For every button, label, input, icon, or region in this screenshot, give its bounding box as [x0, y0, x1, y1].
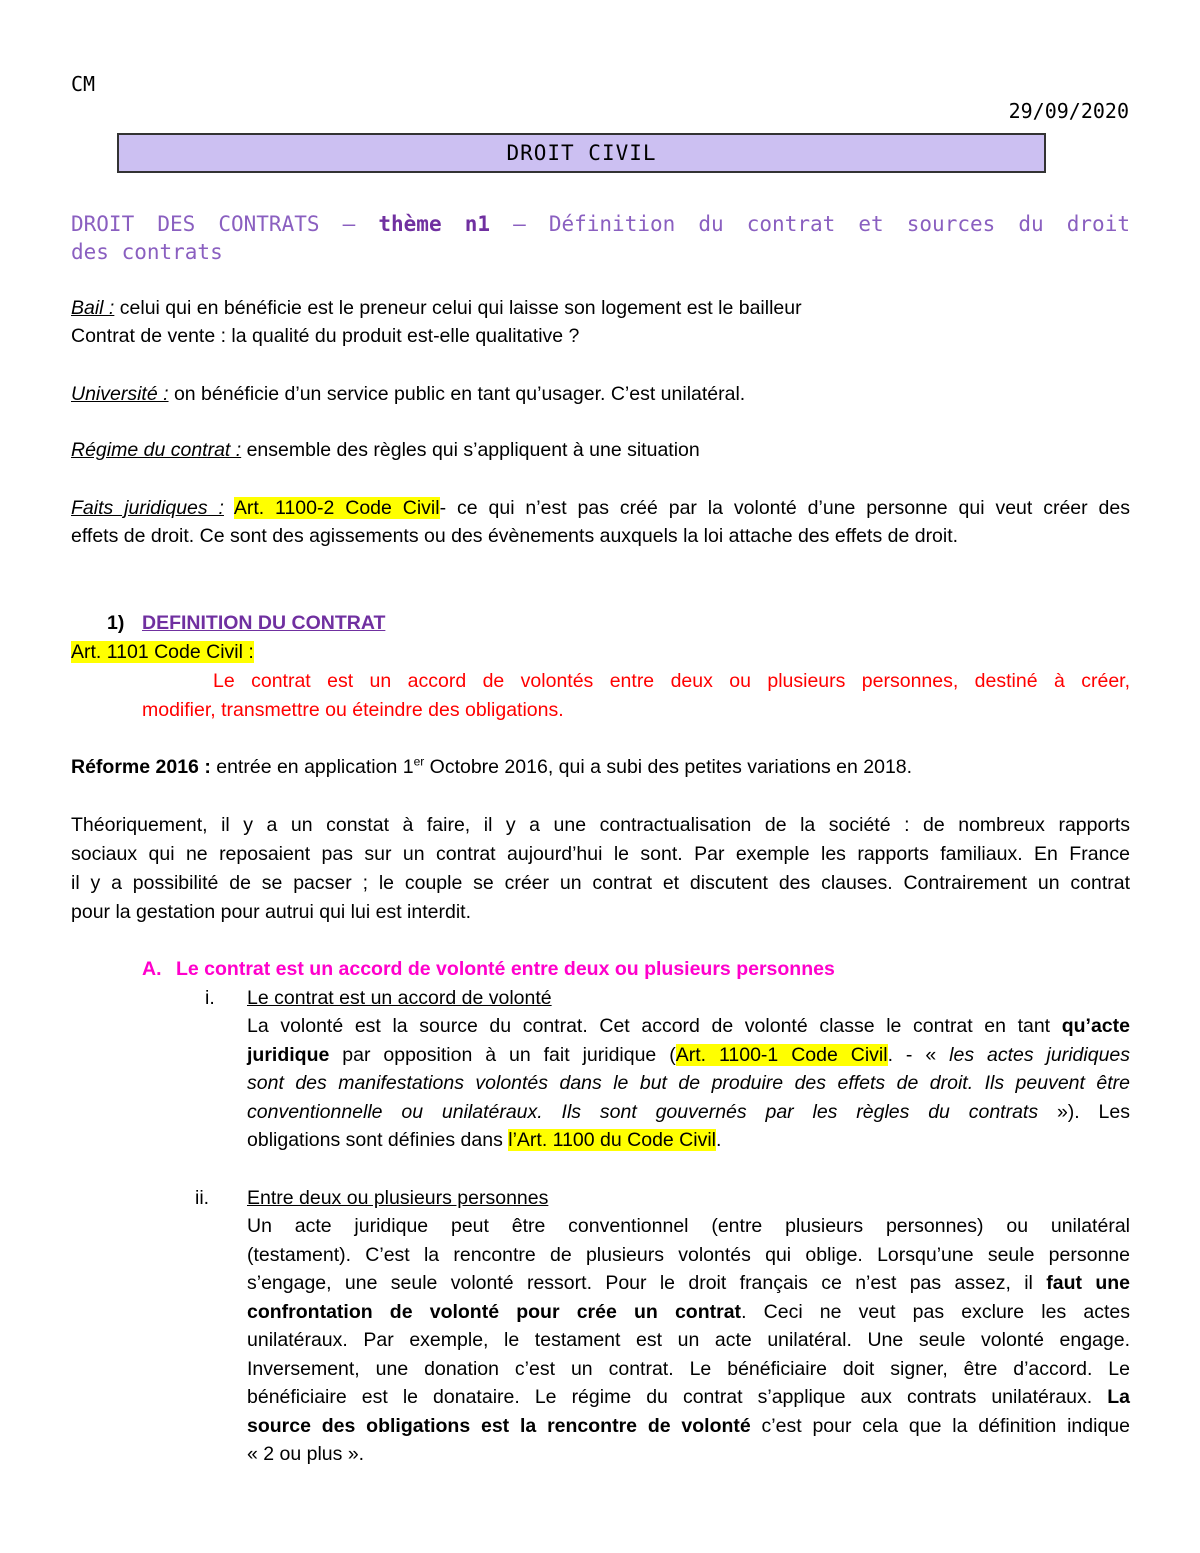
sub-ii-line3: [247, 1269, 1130, 1298]
def-universite: [71, 380, 1130, 409]
def-faits-line1: [71, 494, 1130, 523]
sub-i-numeral: i.: [205, 987, 215, 1009]
regime-term: Régime du contrat :: [71, 439, 242, 461]
sub-i-l5a: obligations sont définies dans: [247, 1129, 509, 1151]
theorie-line2: sociaux qui ne reposaient pas sur un contrat aujourd’hui le sont. Par exemple les rapports familiaux. En France: [71, 843, 1130, 865]
theme-part1: DROIT DES CONTRATS –: [71, 212, 379, 236]
sub-ii-l3a: s’engage, une seule volonté ressort. Pour le droit français ce n’est pas assez, il: [247, 1272, 1047, 1294]
sub-ii-line9: « 2 ou plus ».: [247, 1443, 365, 1465]
sub-i-l4a: conventionnelle ou unilatéraux. Ils sont gouvernés par les règles du contrats: [247, 1100, 1039, 1123]
art1101-quote-line2: modifier, transmettre ou éteindre des obligations.: [142, 699, 564, 721]
reforme-line: [71, 753, 1130, 782]
sub-i-l5c: .: [716, 1129, 722, 1151]
sub-ii-line4: [247, 1298, 1130, 1327]
theme-number: thème n1: [378, 212, 490, 236]
sub-ii-l3b: faut une: [1046, 1272, 1130, 1294]
theorie-line1: Théoriquement, il y a un constat à faire, il y a une contractualisation de la société : de nombreux rapports: [71, 814, 1130, 836]
def-regime: [71, 436, 1130, 465]
def-faits-line2: effets de droit. Ce sont des agissements ou des évènements auxquels la loi attache des effets de droit.: [71, 525, 959, 547]
theme-heading: [71, 210, 1130, 266]
sub-i-line5: [247, 1126, 1130, 1155]
def-vente: Contrat de vente : la qualité du produit est-elle qualitative ?: [71, 325, 580, 347]
sub-ii-l4a: confrontation de volonté pour crée un contrat: [247, 1300, 742, 1323]
sub-ii-line2: (testament). C’est la rencontre de plusieurs volontés qui oblige. Lorsqu’une seule personne: [247, 1243, 1130, 1266]
theorie-line4: pour la gestation pour autrui qui lui est interdit.: [71, 901, 471, 923]
univ-term: Université :: [71, 383, 169, 405]
sub-ii-title: Entre deux ou plusieurs personnes: [247, 1187, 549, 1209]
def-bail: [71, 294, 1130, 323]
sub-i-title: Le contrat est un accord de volonté: [247, 987, 552, 1009]
sub-i-l1b: qu’acte: [1061, 1015, 1130, 1037]
sub-i-l4b: »). Les: [1038, 1100, 1130, 1123]
author-initials: CM: [71, 72, 96, 96]
sub-ii-line1: Un acte juridique peut être conventionnel (entre plusieurs personnes) ou unilatéral: [247, 1215, 1130, 1237]
reforme-text2: Octobre 2016, qui a subi des petites variations en 2018.: [424, 756, 913, 778]
section1-number: 1): [107, 612, 125, 634]
sub-ii-l7a: bénéficiaire est le donataire. Le régime du contrat s’applique aux contrats unilatéraux.: [247, 1386, 1108, 1408]
sub-i-l2b: par opposition à un fait juridique (: [329, 1043, 676, 1066]
sub-ii-numeral: ii.: [195, 1187, 210, 1209]
art1101-quote-line1: Le contrat est un accord de volontés entre deux ou plusieurs personnes, destiné à créer,: [213, 670, 1130, 692]
section1-title: DEFINITION DU CONTRAT: [142, 612, 386, 634]
faits-article-ref: Art. 1100-2 Code Civil: [233, 497, 440, 519]
reforme-sup: er: [413, 754, 425, 769]
bail-text: celui qui en bénéficie est le preneur celui qui laisse son logement est le bailleur: [114, 297, 802, 319]
sub-ii-paragraph: [247, 1212, 1130, 1469]
sub-i-line2: [247, 1041, 1130, 1070]
art1101-line: [71, 638, 1130, 667]
theme-line2: des contrats: [71, 240, 223, 264]
regime-text: ensemble des règles qui s’appliquent à une situation: [241, 439, 700, 461]
sub-i-l2d: . - «: [887, 1043, 950, 1066]
art1101-ref: Art. 1101 Code Civil :: [71, 641, 254, 663]
sub-i-paragraph: [247, 1012, 1130, 1155]
sub-ii-line5: unilatéraux. Par exemple, le testament est un acte unilatéral. Une seule volonté engage.: [247, 1329, 1130, 1351]
sub-ii-l7b: La: [1107, 1386, 1130, 1408]
univ-text: on bénéficie d’un service public en tant qu’usager. C’est unilatéral.: [168, 383, 746, 405]
theme-part3: – Définition du contrat et sources du droit: [489, 212, 1130, 236]
sub-ii-l8a: source des obligations est la rencontre de volonté: [247, 1414, 751, 1437]
sub-ii-l8b: c’est pour cela que la définition indique: [750, 1414, 1130, 1437]
course-title: DROIT CIVIL: [506, 141, 657, 165]
faits-text1: - ce qui n’est pas créé par la volonté d’une personne qui veut créer des: [439, 497, 1130, 519]
sub-i-l1a: La volonté est la source du contrat. Cet accord de volonté classe le contrat en tant: [247, 1015, 1062, 1037]
sub-i-line3: sont des manifestations volontés dans le but de produire des effets de droit. Ils peuvent être: [247, 1072, 1130, 1094]
sub-ii-line7: [247, 1383, 1130, 1412]
sectionA-letter: A.: [142, 958, 162, 980]
sub-i-line4: [247, 1098, 1130, 1127]
theorie-line3: il y a possibilité de se pacser ; le couple se créer un contrat et discutent des clauses. Contrairement un contrat: [71, 872, 1130, 894]
document-date: 29/09/2020: [1008, 99, 1129, 123]
sectionA-title: Le contrat est un accord de volonté entre deux ou plusieurs personnes: [176, 958, 835, 980]
faits-term: Faits juridiques :: [71, 497, 224, 519]
reforme-label: Réforme 2016 :: [71, 756, 211, 778]
sub-i-l2e: les actes juridiques: [949, 1043, 1131, 1066]
sub-ii-l4b: . Ceci ne veut pas exclure les actes: [741, 1300, 1130, 1323]
sub-i-line1: [247, 1012, 1130, 1041]
bail-term: Bail :: [71, 297, 115, 319]
sub-ii-line6: Inversement, une donation c’est un contrat. Le bénéficiaire doit signer, être d’accord. Le: [247, 1357, 1130, 1380]
sub-i-l2a: juridique: [247, 1043, 330, 1066]
art1100-ref: l’Art. 1100 du Code Civil: [508, 1129, 717, 1151]
reforme-text1: entrée en application 1: [210, 756, 414, 778]
art1100-1-ref: Art. 1100-1 Code Civil: [675, 1043, 888, 1066]
sub-ii-line8: [247, 1412, 1130, 1441]
course-title-banner: [117, 133, 1046, 173]
